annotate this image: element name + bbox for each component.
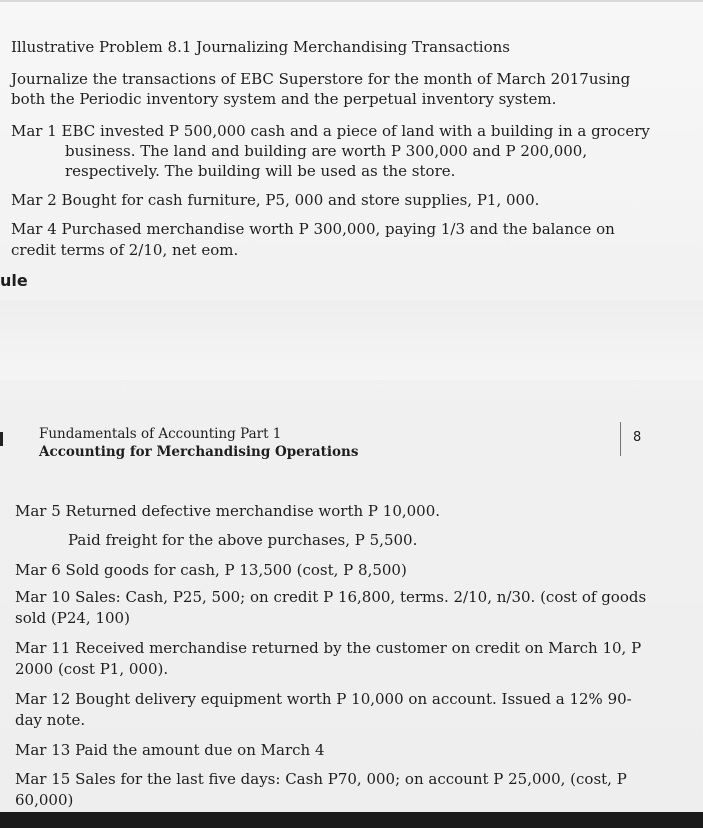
entry-mar10-line-2: sold (P24, 100) <box>15 609 130 627</box>
entry-mar1-line-2: business. The land and building are worth P 300,000 and P 200,000, <box>65 142 588 160</box>
entry-mar12-line-1: Mar 12 Bought delivery equipment worth P 10,000 on account. Issued a 12% 90- <box>15 690 632 708</box>
footer-course: Fundamentals of Accounting Part 1 <box>39 426 282 442</box>
problem-title: Illustrative Problem 8.1 Journalizing Merchandising Transactions <box>11 38 510 56</box>
entry-mar11-line-1: Mar 11 Received merchandise returned by the customer on credit on March 10, P <box>15 639 642 657</box>
entry-mar15-line-2: 60,000) <box>15 791 74 809</box>
entry-freight: Paid freight for the above purchases, P 5,500. <box>68 531 418 549</box>
entry-mar11-line-2: 2000 (cost P1, 000). <box>15 660 169 678</box>
page-number: 8 <box>633 430 642 445</box>
top-rule <box>0 0 703 2</box>
instructions-line-2: both the Periodic inventory system and the perpetual inventory system. <box>11 90 557 108</box>
entry-mar2: Mar 2 Bought for cash furniture, P5, 000 and store supplies, P1, 000. <box>11 191 540 209</box>
footer-chapter: Accounting for Merchandising Operations <box>39 444 359 460</box>
page-gap <box>0 300 703 380</box>
entry-mar1-line-3: respectively. The building will be used as the store. <box>65 162 456 180</box>
left-margin-mark <box>0 432 3 446</box>
page-number-divider <box>620 422 621 456</box>
entry-mar4-line-2: credit terms of 2/10, net eom. <box>11 241 239 259</box>
instructions-line-1: Journalize the transactions of EBC Superstore for the month of March 2017using <box>11 70 631 88</box>
entry-mar15-line-1: Mar 15 Sales for the last five days: Cash P70, 000; on account P 25,000, (cost, P <box>15 770 627 788</box>
entry-mar13: Mar 13 Paid the amount due on March 4 <box>15 741 325 759</box>
entry-mar12-line-2: day note. <box>15 711 86 729</box>
entry-mar6: Mar 6 Sold goods for cash, P 13,500 (cost, P 8,500) <box>15 561 407 579</box>
bottom-edge <box>0 812 703 828</box>
entry-mar10-line-1: Mar 10 Sales: Cash, P25, 500; on credit P 16,800, terms. 2/10, n/30. (cost of goods <box>15 588 647 606</box>
entry-mar4-line-1: Mar 4 Purchased merchandise worth P 300,000, paying 1/3 and the balance on <box>11 220 615 238</box>
entry-mar1-line-1: Mar 1 EBC invested P 500,000 cash and a piece of land with a building in a grocery <box>11 122 650 140</box>
cutoff-heading: ule <box>0 271 28 290</box>
entry-mar5: Mar 5 Returned defective merchandise worth P 10,000. <box>15 502 441 520</box>
